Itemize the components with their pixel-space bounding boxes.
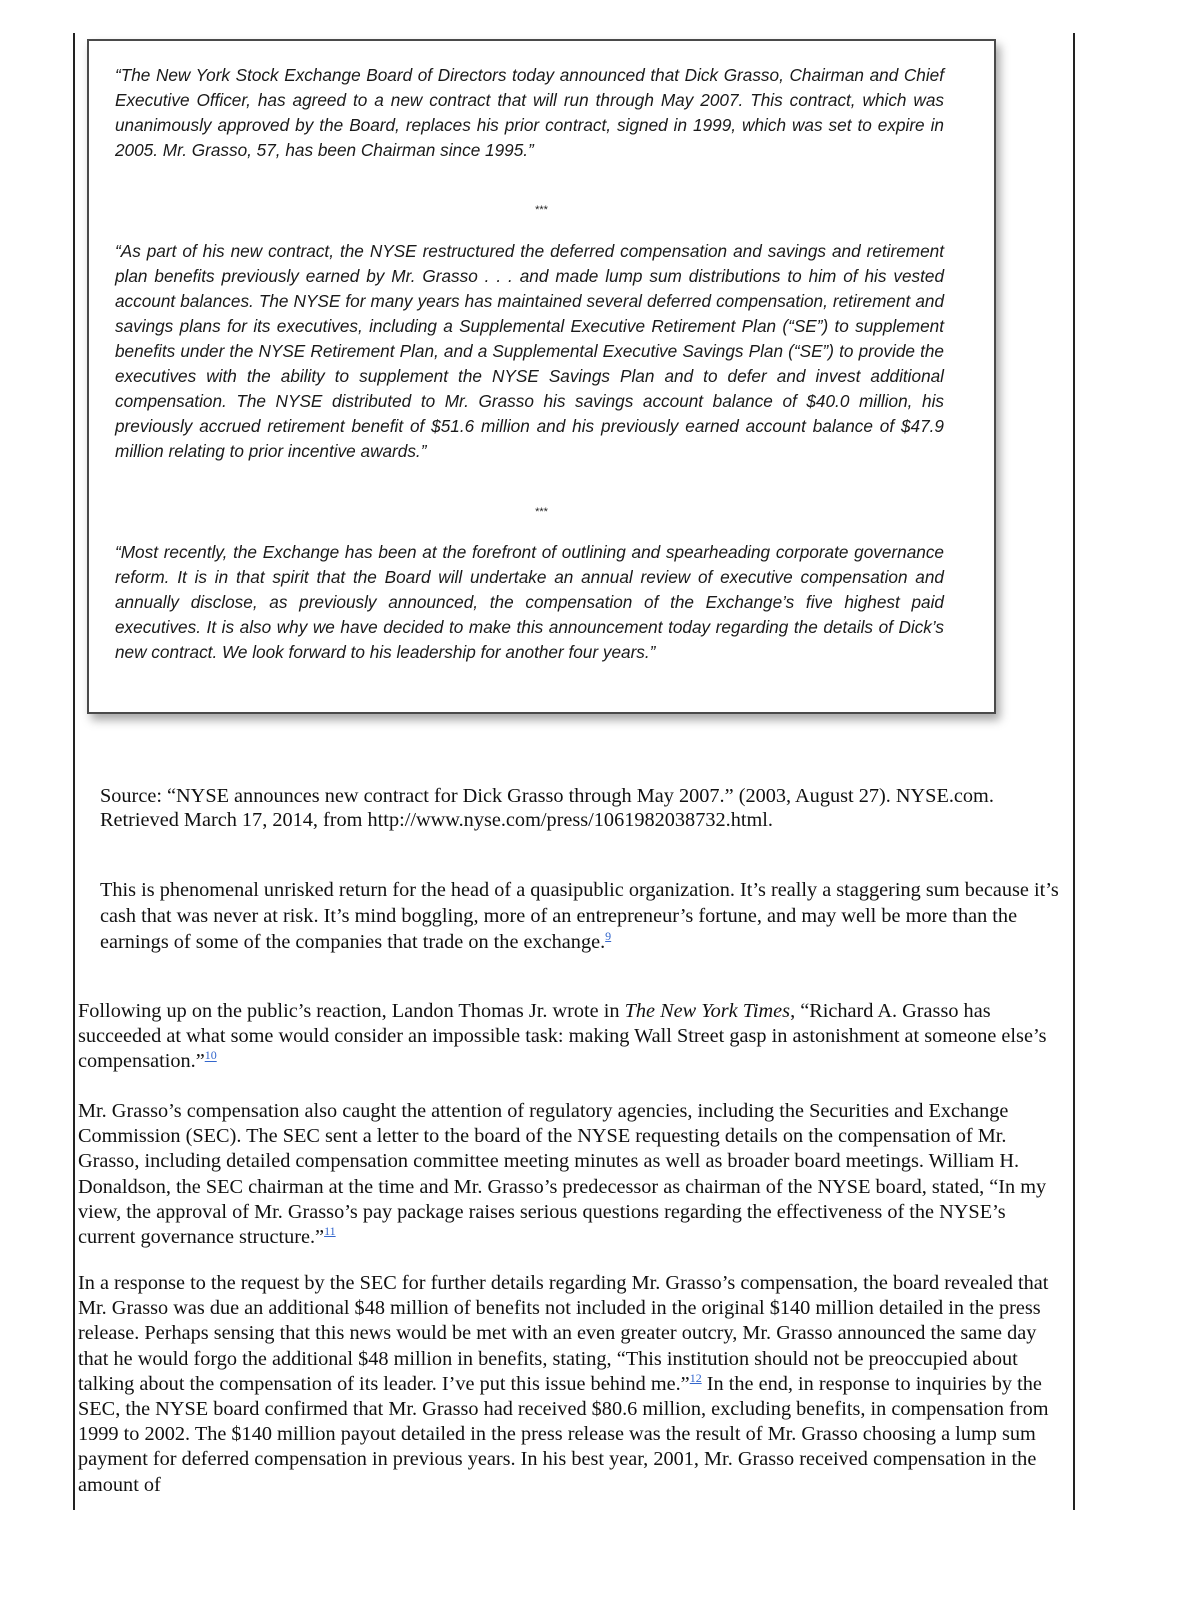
quote-paragraph-contract: “The New York Stock Exchange Board of Directors today announced that Dick Grasso, Chairman and Chief Executive Officer, has agreed to a new contract that will run through May 2007. This contract, which was unanimously approved by the Board, replaces his prior contract, signed in 1999, which was set to expire in 2005. Mr. Grasso, 57, has been Chairman since 1995.” [115, 65, 944, 160]
footnote-link-10[interactable]: 10 [204, 1048, 217, 1063]
body-paragraph-sec-response [78, 1271, 1068, 1498]
source-citation: Source: “NYSE announces new contract for Dick Grasso through May 2007.” (2003, August 27). NYSE.com. Retrieved March 17, 2014, from http://www.nyse.com/press/1061982038732.html. [100, 785, 994, 831]
body-paragraph-sec-attention [78, 1099, 1068, 1250]
paragraph-text: Following up on the public’s reaction, Landon Thomas Jr. wrote in [78, 1000, 625, 1022]
footnote-link-11[interactable]: 11 [324, 1224, 336, 1239]
footnote-link-9[interactable]: 9 [605, 929, 612, 944]
footnote-link-12[interactable]: 12 [689, 1371, 702, 1386]
publication-title: The New York Times [624, 1000, 791, 1022]
quote-paragraph-governance: “Most recently, the Exchange has been at the forefront of outlining and spearheading corporate governance reform. It is in that spirit that the Board will undertake an annual review of executive compensation and annually disclose, as previously announced, the compensation of the Exchange’s five highest paid executives. It is also why we have decided to make this announcement today regarding the details of Dick’s new contract. We look forward to his leadership for another four years.” [115, 542, 944, 662]
block-quote-text: This is phenomenal unrisked return for the head of a quasipublic organization. It’s really a staggering sum because it’s cash that was never at risk. It’s mind boggling, more of an entrepreneur’s fortune, and may well be more than the earnings of some of the companies that trade on the exchange. [100, 879, 1059, 953]
paragraph-text: In the end, in response to inquiries by the SEC, the NYSE board confirmed that Mr. Grasso had received $80.6 million, excluding benefits, in compensation from 1999 to 2002. The $140 million payout detailed in the press release was the result of Mr. Grasso choosing a lump sum payment for deferred compensation in previous years. In his best year, 2001, Mr. Grasso received compensation in the amount of [78, 1372, 1049, 1496]
page-border-right [1073, 33, 1075, 1510]
quote-paragraph-deferred-compensation: “As part of his new contract, the NYSE restructured the deferred compensation and savings and retirement plan benefits previously earned by Mr. Grasso . . . and made lump sum distributions to him of his vested account balances. The NYSE for many years has maintained several deferred compensation, retirement and savings plans for its executives, including a Supplemental Executive Retirement Plan (“SE”) to supplement benefits under the NYSE Retirement Plan, and a Supplemental Executive Savings Plan (“SE”) to provide the executives with the ability to supplement the NYSE Savings Plan and to defer and invest additional compensation. The NYSE distributed to Mr. Grasso his savings account balance of $40.0 million, his previously accrued retirement benefit of $51.6 million and his previously earned account balance of $47.9 million relating to prior incentive awards.” [115, 241, 944, 461]
page-border-left [73, 33, 75, 1510]
press-release-excerpt-box [87, 39, 996, 714]
block-quote [100, 877, 1060, 955]
paragraph-text: Mr. Grasso’s compensation also caught the attention of regulatory agencies, including the Securities and Exchange Commission (SEC). The SEC sent a letter to the board of the NYSE requesting details on the compensation of Mr. Grasso, including detailed compensation committee meeting minutes as well as broader board meetings. William H. Donaldson, the SEC chairman at the time and Mr. Grasso’s predecessor as chairman of the NYSE board, stated, “In my view, the approval of Mr. Grasso’s pay package raises serious questions regarding the effectiveness of the NYSE’s current governance structure.” [78, 1100, 1047, 1249]
section-separator: *** [535, 506, 548, 518]
body-paragraph-public-reaction [78, 999, 1068, 1075]
section-separator: *** [535, 204, 548, 216]
paragraph-text: , “Richard A. Grasso has succeeded at what some would consider an impossible task: making Wall Street gasp in astonishment at someone else’s compensation.” [78, 1000, 1047, 1073]
paragraph-text: In a response to the request by the SEC for further details regarding Mr. Grasso’s compensation, the board revealed that Mr. Grasso was due an additional $48 million of benefits not included in the original $140 million detailed in the press release. Perhaps sensing that this news would be met with an even greater outcry, Mr. Grasso announced the same day that he would forgo the additional $48 million in benefits, stating, “This institution should not be preoccupied about talking about the compensation of its leader. I’ve put this issue behind me.” [78, 1272, 1049, 1395]
